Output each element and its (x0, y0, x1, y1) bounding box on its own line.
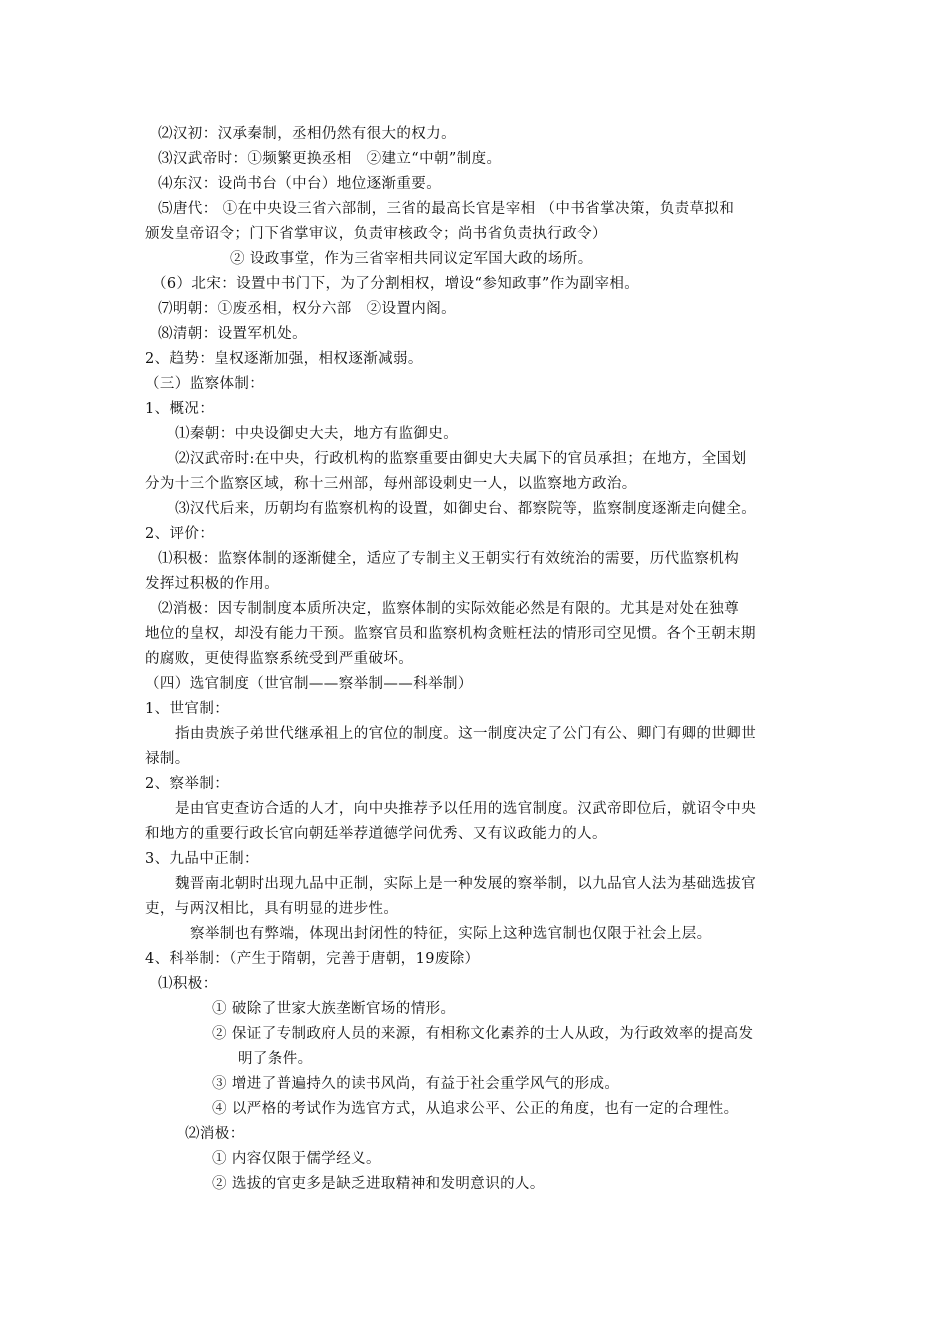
list-item: ① 内容仅限于儒学经义。 (212, 1151, 381, 1167)
section-heading: （三）监察体制： (145, 376, 265, 392)
text-line: ⑴积极： (158, 976, 218, 992)
text-line: ⑵消极： (185, 1126, 245, 1142)
text-line: 明了条件。 (238, 1051, 313, 1067)
text-line: 和地方的重要行政长官向朝廷举荐道德学问优秀、又有议政能力的人。 (145, 826, 607, 842)
text-line: ⑵汉武帝时:在中央，行政机构的监察重要由御史大夫属下的官员承担；在地方，全国划 (175, 451, 747, 467)
text-line: ⑺明朝：①废丞相，权分六部 ②设置内阁。 (158, 301, 456, 317)
text-line: （6）北宋：设置中书门下，为了分割相权，增设“参知政事”作为副宰相。 (152, 276, 640, 292)
section-heading: 4、科举制：（产生于隋朝，完善于唐朝，19废除） (145, 951, 480, 967)
section-heading: 3、九品中正制： (145, 851, 259, 867)
text-line: ⑵消极：因专制制度本质所决定，监察体制的实际效能必然是有限的。尤其是对处在独尊 (158, 601, 740, 617)
text-line: 魏晋南北朝时出现九品中正制，实际上是一种发展的察举制，以九品官人法为基础选拔官 (175, 876, 757, 892)
section-heading: （四）选官制度（世官制——察举制——科举制） (145, 676, 473, 692)
section-heading: 2、评价： (145, 526, 215, 542)
text-line: ⑸唐代： ①在中央设三省六部制，三省的最高长官是宰相 （中书省掌决策，负责草拟和 (158, 201, 735, 217)
text-line: ⑴积极：监察体制的逐渐健全，适应了专制主义王朝实行有效统治的需要，历代监察机构 (158, 551, 740, 567)
text-line: 颁发皇帝诏令；门下省掌审议，负责审核政令；尚书省负责执行政令） (145, 226, 607, 242)
section-heading: 1、世官制： (145, 701, 230, 717)
text-line: ⑻清朝：设置军机处。 (158, 326, 307, 342)
list-item: ② 保证了专制政府人员的来源，有相称文化素养的士人从政，为行政效率的提高发 (212, 1026, 754, 1042)
text-line: 的腐败，更使得监察系统受到严重破坏。 (145, 651, 414, 667)
text-line: ⑶汉武帝时：①频繁更换丞相 ②建立“中朝”制度。 (158, 151, 502, 167)
text-line: 是由官吏查访合适的人才，向中央推荐予以任用的选官制度。汉武帝即位后，就诏令中央 (175, 801, 757, 817)
text-line: ⑶汉代后来，历朝均有监察机构的设置，如御史台、都察院等，监察制度逐渐走向健全。 (175, 501, 757, 517)
text-line: 禄制。 (145, 751, 190, 767)
text-line: 察举制也有弊端，体现出封闭性的特征，实际上这种选官制也仅限于社会上层。 (190, 926, 712, 942)
list-item: ④ 以严格的考试作为选官方式，从追求公平、公正的角度，也有一定的合理性。 (212, 1101, 739, 1117)
text-line: 吏，与两汉相比，具有明显的进步性。 (145, 901, 399, 917)
text-line: ② 设政事堂，作为三省宰相共同议定军国大政的场所。 (230, 251, 593, 267)
section-heading: 1、概况： (145, 401, 215, 417)
text-line: 地位的皇权，却没有能力干预。监察官员和监察机构贪赃枉法的情形司空见惯。各个王朝末期 (145, 626, 756, 642)
text-line: 指由贵族子弟世代继承祖上的官位的制度。这一制度决定了公门有公、卿门有卿的世卿世 (175, 726, 757, 742)
text-line: ⑵汉初：汉承秦制，丞相仍然有很大的权力。 (158, 126, 456, 142)
section-heading: 2、趋势：皇权逐渐加强，相权逐渐减弱。 (145, 351, 423, 367)
text-line: 发挥过积极的作用。 (145, 576, 280, 592)
text-line: ⑴秦朝：中央设御史大夫，地方有监御史。 (175, 426, 459, 442)
text-line: ⑷东汉：设尚书台（中台）地位逐渐重要。 (158, 176, 442, 192)
section-heading: 2、察举制： (145, 776, 230, 792)
list-item: ① 破除了世家大族垄断官场的情形。 (212, 1001, 456, 1017)
list-item: ② 选拔的官吏多是缺乏进取精神和发明意识的人。 (212, 1176, 545, 1192)
text-line: 分为十三个监察区域，称十三州部，每州部设刺史一人，以监察地方政治。 (145, 476, 637, 492)
list-item: ③ 增进了普遍持久的读书风尚，有益于社会重学风气的形成。 (212, 1076, 620, 1092)
